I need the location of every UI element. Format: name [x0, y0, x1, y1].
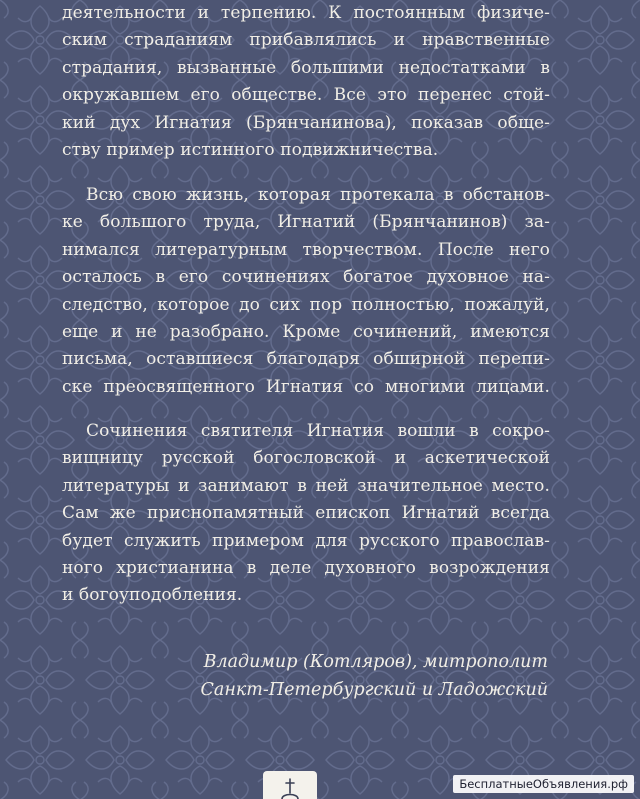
text-line: нимался литературным творчеством. После него	[62, 239, 550, 260]
text-line: еще и не разобрано. Кроме сочинений, имеются	[62, 322, 550, 343]
paragraph-1	[62, 0, 550, 164]
text-line: Сочинения святителя Игнатия вошли в сокро-	[86, 421, 550, 441]
watermark-label: БесплатныеОбъявления.рф	[453, 775, 634, 793]
text-line: ским страданиям прибавлялись и нравственные	[62, 30, 550, 51]
signature-name: Владимир (Котляров), митрополит	[203, 652, 548, 672]
signature-block	[201, 648, 549, 704]
text-line: Всю свою жизнь, которая протекала в обстанов-	[86, 185, 550, 205]
text-line: следство, которое до сих пор полностью, пожалуй,	[62, 294, 550, 315]
text-line: страдания, вызванные большими недостатками в	[62, 57, 550, 78]
text-line: вищницу русской богословской и аскетической	[62, 448, 550, 469]
signature-title: Санкт-Петербургский и Ладожский	[200, 680, 548, 700]
text-line: окружавшем его обществе. Все это перенес стой-	[62, 85, 550, 106]
text-line: кий дух Игнатия (Брянчанинова), показав обще-	[62, 112, 550, 133]
text-line: будет служить примером для русского православ-	[62, 530, 550, 551]
cross-emblem-icon	[263, 771, 317, 799]
text-line: деятельности и терпению. К постоянным физиче-	[62, 3, 550, 23]
paragraph-3	[62, 418, 550, 610]
text-line: литературы и занимают в ней значительное место.	[62, 475, 550, 496]
text-line: ске преосвященного Игнатия со многими лицами.	[62, 376, 550, 397]
text-line: ного христианина в деле духовного возрождения	[62, 558, 550, 579]
page-mark-tab	[263, 771, 317, 799]
text-line: Сам же приснопамятный епископ Игнатий всегда	[62, 503, 550, 524]
text-line: осталось в его сочинениях богатое духовное на-	[62, 267, 550, 288]
text-line: и богоуподобления.	[62, 585, 243, 606]
text-line: письма, оставшиеся благодаря обширной перепи-	[62, 349, 550, 370]
paragraph-2	[62, 182, 550, 401]
text-line: ству пример истинного подвижничества.	[62, 140, 439, 161]
text-line: ке большого труда, Игнатий (Брянчанинов) за-	[62, 212, 550, 233]
